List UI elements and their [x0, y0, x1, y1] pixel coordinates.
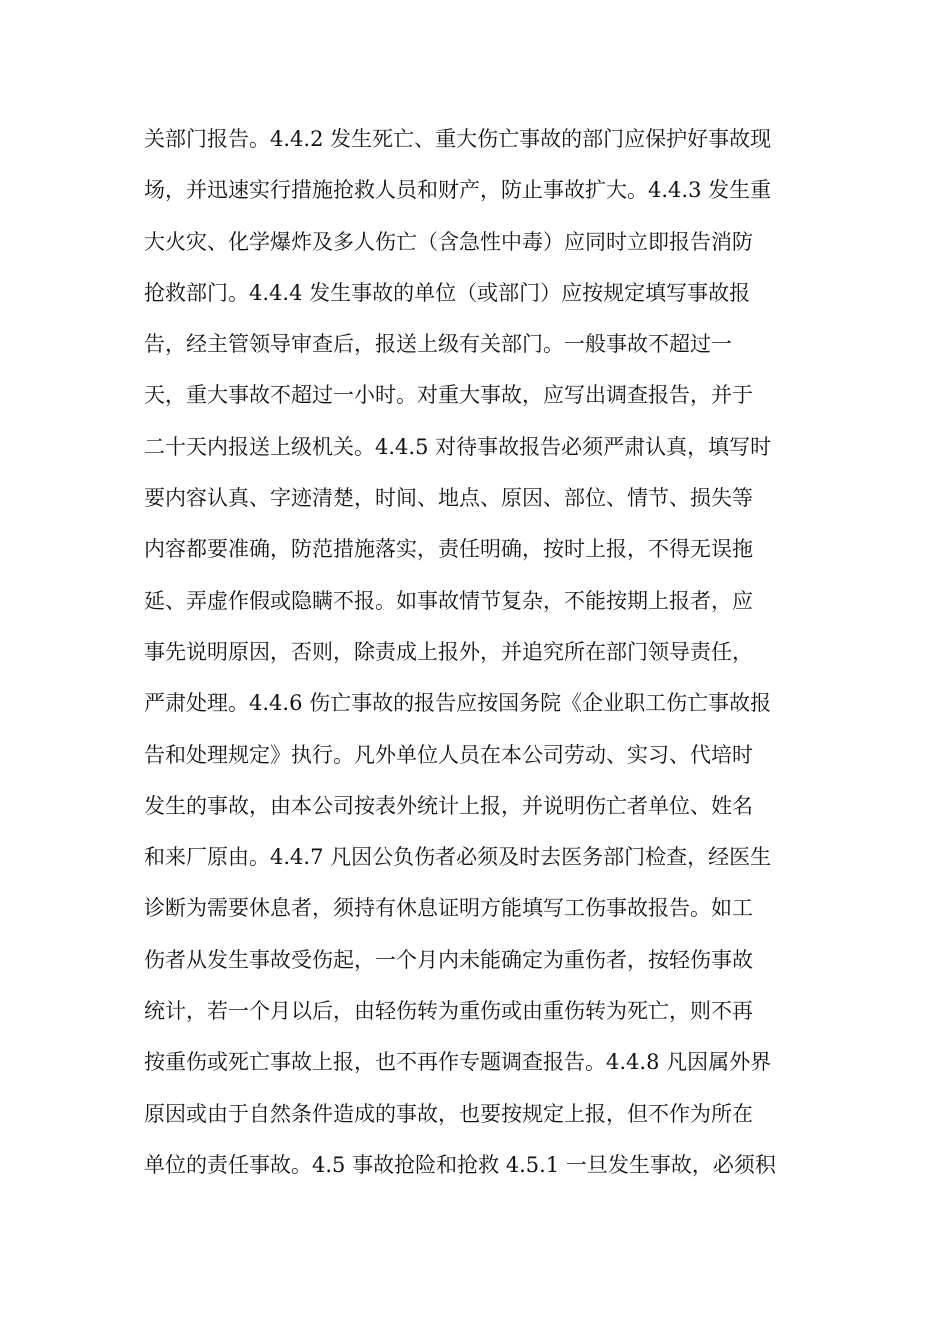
text-line: 要内容认真、字迹清楚，时间、地点、原因、部位、情节、损失等: [144, 486, 753, 511]
text-line: 按重伤或死亡事故上报，也不再作专题调查报告。4.4.8 凡因属外界: [144, 1050, 772, 1075]
text-line: 二十天内报送上级机关。4.4.5 对待事故报告必须严肃认真，填写时: [144, 434, 772, 459]
text-line: 事先说明原因，否则，除责成上报外，并追究所在部门领导责任，: [144, 639, 753, 664]
text-line: 诊断为需要休息者，须持有休息证明方能填写工伤事故报告。如工: [144, 896, 753, 921]
text-line: 关部门报告。4.4.2 发生死亡、重大伤亡事故的部门应保护好事故现: [144, 127, 772, 151]
text-line: 内容都要准确，防范措施落实，责任明确，按时上报，不得无误拖: [144, 537, 753, 562]
text-line: 和来厂原由。4.4.7 凡因公负伤者必须及时去医务部门检查，经医生: [144, 845, 772, 870]
text-line: 天，重大事故不超过一小时。对重大事故，应写出调查报告，并于: [144, 383, 753, 408]
text-line: 原因或由于自然条件造成的事故，也要按规定上报，但不作为所在: [144, 1101, 753, 1126]
text-line: 大火灾、化学爆炸及多人伤亡（含急性中毒）应同时立即报告消防: [144, 229, 753, 254]
text-line: 发生的事故，由本公司按表外统计上报，并说明伤亡者单位、姓名: [144, 793, 753, 818]
text-line: 统计，若一个月以后，由轻伤转为重伤或由重伤转为死亡，则不再: [144, 999, 753, 1024]
body-text: [144, 118, 824, 1195]
text-line: 场，并迅速实行措施抢救人员和财产，防止事故扩大。4.4.3 发生重: [144, 178, 772, 203]
text-line: 告和处理规定》执行。凡外单位人员在本公司劳动、实习、代培时: [144, 742, 753, 767]
text-line: 单位的责任事故。4.5 事故抢险和抢救 4.5.1 一旦发生事故，必须积: [144, 1152, 776, 1177]
text-line: 伤者从发生事故受伤起，一个月内未能确定为重伤者，按轻伤事故: [144, 947, 753, 972]
text-line: 延、弄虚作假或隐瞒不报。如事故情节复杂，不能按期上报者，应: [144, 588, 753, 613]
text-line: 告，经主管领导审查后，报送上级有关部门。一般事故不超过一: [144, 332, 732, 357]
text-line: 抢救部门。4.4.4 发生事故的单位（或部门）应按规定填写事故报: [144, 280, 751, 305]
text-line: 严肃处理。4.4.6 伤亡事故的报告应按国务院《企业职工伤亡事故报: [144, 691, 772, 716]
